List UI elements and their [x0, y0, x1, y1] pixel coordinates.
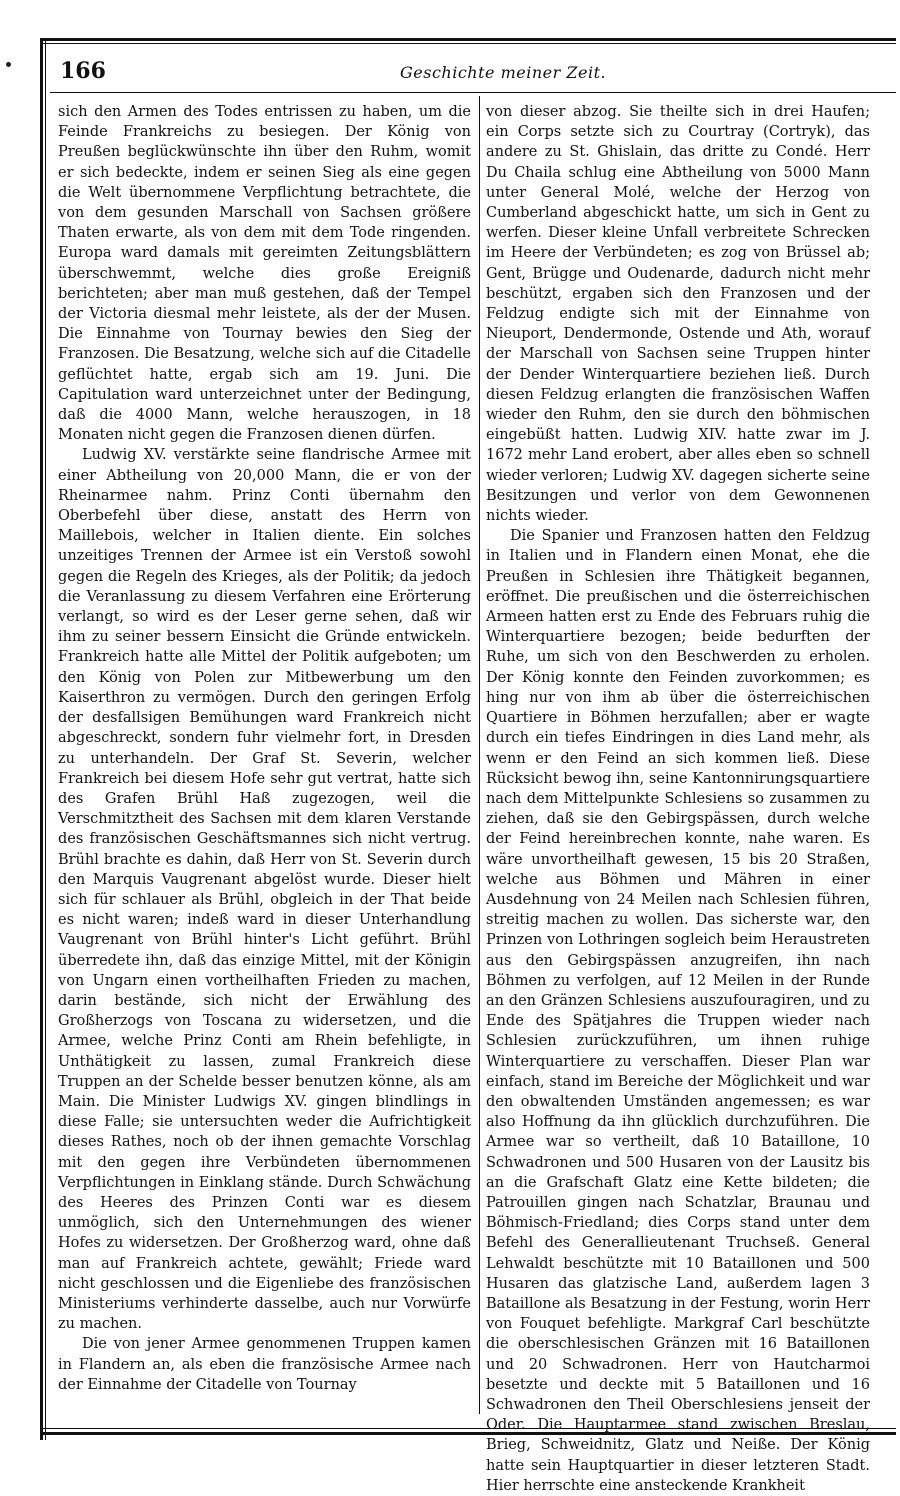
paragraph: Die Spanier und Franzosen hatten den Feldzug in Italien und in Flandern einen Monat, ehe die Preußen in Schlesien ihre Thätigkeit begannen, eröffnet. Die preußischen und die österreichischen Armeen hatten erst zu Ende des Februars ruhig die Winterquartiere bezogen; beide bedurften der Ruhe, um sich von den Beschwerden zu erholen. Der König konnte den Feinden zuvorkommen; es hing nur von ihm ab über die österreichischen Quartiere in Böhmen herzufallen; aber er wagte durch ein tiefes Eindringen in dies Land mehr, als wenn er den Feind an sich kommen ließ. Diese Rücksicht bewog ihn, seine Kantonnirungsquartiere nach dem Mittelpunkte Schlesiens so zusammen zu ziehen, daß sie den Gebirgspässen, durch welche der Feind hereinbrechen konnte, nahe waren. Es wäre unvortheilhaft gewesen, 15 bis 20 Straßen, welche aus Böhmen und Mähren in einer Ausdehnung von 24 Meilen nach Schlesien führen, streitig machen zu wollen. Das sicherste war, den Prinzen von Lothringen sogleich beim Heraustreten aus den Gebirgspässen anzugreifen, ihn nach Böhmen zu verfolgen, auf 12 Meilen in der Runde an den Gränzen Schlesiens auszufouragiren, und zu Ende des Spätjahres die Truppen wieder nach Schlesien zurückzuführen, um ihnen ruhige Winterquartiere zu verschaffen. Dieser Plan war einfach, stand im Bereiche der Möglichkeit und war den obwaltenden Umständen angemessen; es war also Hoffnung da ihn glücklich durchzuführen. Die Armee war so vertheilt, daß 10 Bataillone, 10 Schwadronen und 500 Husaren von der Lausitz bis an die Grafschaft Glatz eine Kette bildeten; die Patrouillen gingen nach Schatzlar, Braunau und Böhmisch-Friedland; dies Corps stand unter dem Befehl des Generallieutenant Truchseß. General Lehwaldt beschützte mit 10 Bataillonen und 500 Husaren das glatzische Land, außerdem lagen 3 Bataillone als Besatzung in der Festung, worin Herr von Fouquet befehligte. Markgraf Carl beschützte die oberschlesischen Gränzen mit 16 Bataillonen und 20 Schwadronen. Herr von Hautcharmoi besetzte und deckte mit 5 Bataillonen und 16 Schwadronen den Theil Oberschlesiens jenseit der Oder. Die Hauptarmee stand zwischen Breslau, Brieg, Schweidnitz, Glatz und Neiße. Der König hatte sein Hauptquartier in dieser letzteren Stadt. Hier herrschte eine ansteckende Krankheit — [486, 528, 870, 1494]
page-border-left-inner — [45, 38, 46, 1440]
paragraph: Ludwig XV. verstärkte seine flandrische Armee mit einer Abtheilung von 20,000 Mann, die er von der Rheinarmee nahm. Prinz Conti übernahm den Oberbefehl über diese, anstatt des Herrn von Maillebois, welcher in Italien diente. Ein solches unzeitiges Trennen der Armee ist ein Verstoß sowohl gegen die Regeln des Krieges, als der Politik; da jedoch die Veranlassung zu diesem Verfahren eine Erörterung verlangt, so wird es der Leser gerne sehen, daß wir ihm zu seiner bessern Einsicht die Gründe entwickeln. Frankreich hatte alle Mittel der Politik aufgeboten; um den König von Polen zur Mitbewerbung um den Kaiserthron zu vermögen. Durch den geringen Erfolg der desfallsigen Bemühungen ward Frankreich nicht abgeschreckt, sondern fuhr vielmehr fort, in Dresden zu unterhandeln. Der Graf St. Severin, welcher Frankreich bei diesem Hofe sehr gut vertrat, hatte sich des Grafen Brühl Haß zugezogen, weil die Verschmitztheit des Sachsen mit dem klaren Verstande des französischen Geschäftsmannes sich nicht vertrug. Brühl brachte es dahin, daß Herr von St. Severin durch den Marquis Vaugrenant abgelöst wurde. Dieser hielt sich für schlauer als Brühl, obgleich in der That beide es nicht waren; indeß ward in dieser Unterhandlung Vaugrenant von Brühl hinter's Licht geführt. Brühl überredete ihn, daß das einzige Mittel, mit der Königin von Ungarn einen vortheilhaften Frieden zu machen, darin bestände, sich nicht der Erwählung des Großherzogs von Toscana zu widersetzen, und die Armee, welche Prinz Conti am Rhein befehligte, in Unthätigkeit zu lassen, zumal Frankreich diese Truppen an der Schelde besser benutzen könne, als am Main. Die Minister Ludwigs XV. gingen blindlings in diese Falle; sie untersuchten weder die Aufrichtigkeit dieses Rathes, noch ob der ihnen gemachte Vorschlag mit den gegen ihre Verbündeten übernommenen Verpflichtungen in Einklang stände. Durch Schwächung des Heeres des Prinzen Conti war es diesem unmöglich, sich den Unternehmungen des wiener Hofes zu widersetzen. Der Großherzog ward, ohne daß man auf Frankreich achtete, gewählt; Friede ward nicht geschlossen und die Eigenliebe des französischen Ministeriums verhinderte dasselbe, auch nur Vorwürfe zu machen. — [58, 447, 471, 1333]
page-border-left — [40, 38, 43, 1440]
column-divider — [479, 96, 480, 1414]
margin-mark — [6, 62, 11, 67]
header-rule — [50, 92, 896, 93]
right-column — [486, 102, 870, 1494]
page-border-top-inner — [40, 43, 896, 44]
left-column — [58, 102, 471, 1414]
page-number: 166 — [60, 58, 106, 84]
paragraph: sich den Armen des Todes entrissen zu haben, um die Feinde Frankreichs zu besiegen. Der König von Preußen beglückwünschte ihn über den Ruhm, womit er sich bedeckte, indem er seinen Sieg als eine gegen die Welt übernommene Verpflichtung betrachtete, die von dem gesunden Marschall von Sachsen größere Thaten erwarte, als von dem mit dem Tode ringenden. Europa ward damals mit gereimten Zeitungsblättern überschwemmt, welche dies große Ereigniß berichteten; aber man muß gestehen, daß der Tempel der Victoria diesmal mehr leistete, als der der Musen. Die Einnahme von Tournay bewies den Sieg der Franzosen. Die Besatzung, welche sich auf die Citadelle geflüchtet hatte, ergab sich am 19. Juni. Die Capitulation ward unterzeichnet unter der Bedingung, daß die 4000 Mann, welche herauszogen, in 18 Monaten nicht gegen die Franzosen dienen dürfen. — [58, 104, 471, 444]
page-border-top — [40, 38, 896, 41]
running-title: Geschichte meiner Zeit. — [400, 63, 607, 82]
paragraph: Die von jener Armee genommenen Truppen kamen in Flandern an, als eben die französische Armee nach der Einnahme der Citadelle von Tournay — [58, 1336, 471, 1393]
paragraph: von dieser abzog. Sie theilte sich in drei Haufen; ein Corps setzte sich zu Courtray (Cortryk), das andere zu St. Ghislain, das dritte zu Condé. Herr Du Chaila schlug eine Abtheilung von 5000 Mann unter General Molé, welche der Herzog von Cumberland abgeschickt hatte, um sich in Gent zu werfen. Dieser kleine Unfall verbreitete Schrecken im Heere der Verbündeten; es zog von Brüssel ab; Gent, Brügge und Oudenarde, dadurch nicht mehr beschützt, ergaben sich den Franzosen und der Feldzug endigte sich mit der Einnahme von Nieuport, Dendermonde, Ostende und Ath, worauf der Marschall von Sachsen seine Truppen hinter der Dender Winterquartiere beziehen ließ. Durch diesen Feldzug erlangten die französischen Waffen wieder den Ruhm, den sie durch den böhmischen eingebüßt hatten. Ludwig XIV. hatte zwar im J. 1672 mehr Land erobert, aber alles eben so schnell wieder verloren; Ludwig XV. dagegen sicherte seine Besitzungen und verlor von dem Gewonnenen nichts wieder. — [486, 104, 870, 525]
